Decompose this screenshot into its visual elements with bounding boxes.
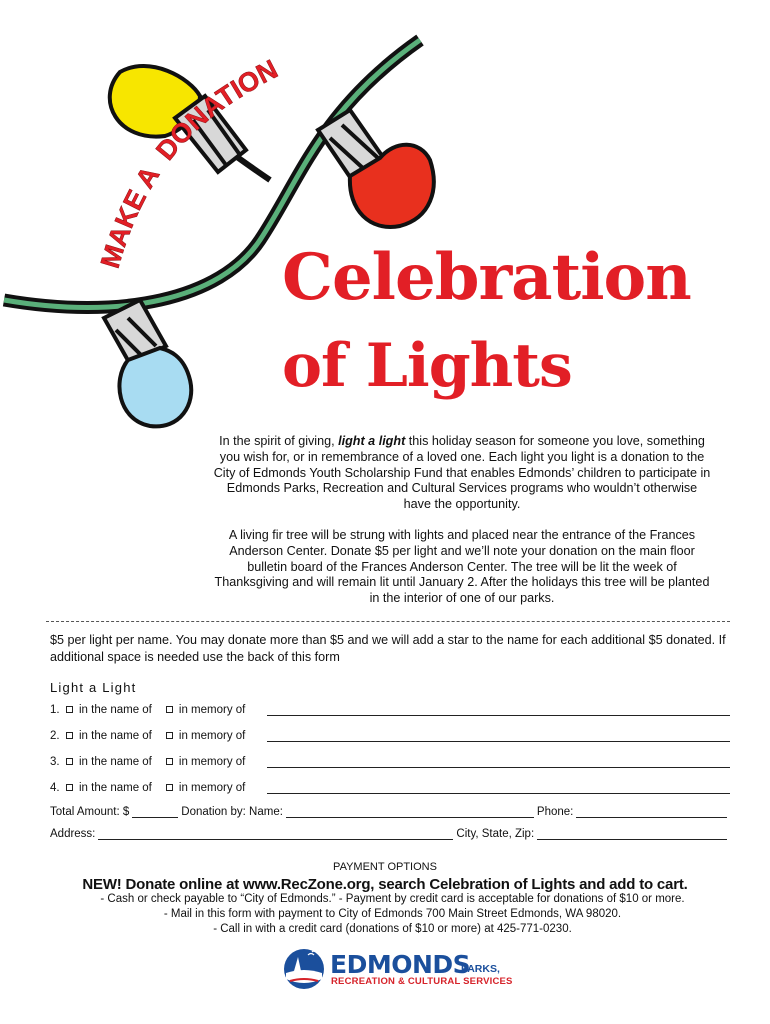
entry-name-line[interactable]: [267, 729, 730, 742]
payment-option-cash-check: - Cash or check payable to “City of Edmonds.” - Payment by credit card is acceptable for donations of $10 or more.: [100, 893, 685, 905]
in-the-name-of-checkbox[interactable]: [66, 784, 73, 791]
in-the-name-of-checkbox[interactable]: [66, 732, 73, 739]
intro-paragraph-1: In the spirit of giving, light a light this holiday season for someone you love, something you wish for, or in remembrance of a loved one. Each light you light is a donation to the City of Edmonds Youth Scholarship Fund that enables Edmonds’ children to participate in Edmonds Parks, Recreation and Cultural Services programs who wouldn’t otherwise have the opportunity.: [213, 434, 711, 512]
in-memory-of-checkbox[interactable]: [166, 706, 173, 713]
banner-donation-text: DONATION: [150, 53, 283, 166]
entry-row: 1. in the name of in memory of: [50, 700, 730, 716]
logo-parks-text: PARKS,: [461, 963, 500, 975]
entry-row: 4. in the name of in memory of: [50, 778, 730, 794]
donation-by-label: Donation by: Name:: [181, 806, 283, 818]
section-title-light-a-light: Light a Light: [50, 680, 137, 695]
entry-row: 3. in the name of in memory of: [50, 752, 730, 768]
address-label: Address:: [50, 828, 96, 840]
payment-options-heading: PAYMENT OPTIONS: [333, 861, 437, 873]
cut-line-divider: [46, 621, 730, 622]
entry-number: 3.: [50, 756, 60, 768]
title-line-1: Celebration: [282, 240, 691, 315]
in-memory-of-checkbox[interactable]: [166, 758, 173, 765]
entry-name-line[interactable]: [267, 755, 730, 768]
city-state-zip-label: City, State, Zip:: [456, 828, 535, 840]
entry-number: 4.: [50, 782, 60, 794]
red-bulb-icon: [318, 110, 434, 227]
entry-row: 2. in the name of in memory of: [50, 726, 730, 742]
payment-option-mail: - Mail in this form with payment to City of Edmonds 700 Main Street Edmonds, WA 98020.: [163, 908, 622, 920]
total-amount-label: Total Amount: $: [50, 806, 130, 818]
online-donation-notice: NEW! Donate online at www.RecZone.org, search Celebration of Lights and add to cart.: [82, 876, 688, 893]
address-field[interactable]: [98, 827, 453, 840]
entry-number: 2.: [50, 730, 60, 742]
pricing-note: $5 per light per name. You may donate more than $5 and we will add a star to the name for each additional $5 donated. If additional space is needed use the back of this form: [50, 633, 726, 664]
in-memory-of-checkbox[interactable]: [166, 784, 173, 791]
entry-name-line[interactable]: [267, 781, 730, 794]
banner-make-text: MAKE A: [94, 161, 165, 272]
logo-recreation-text: RECREATION & CULTURAL SERVICES: [331, 976, 513, 987]
phone-field[interactable]: [576, 805, 727, 818]
in-the-name-of-checkbox[interactable]: [66, 706, 73, 713]
payment-option-phone: - Call in with a credit card (donations of $10 or more) at 425-771-0230.: [213, 923, 572, 935]
blue-bulb-icon: [104, 300, 191, 426]
address-row: [50, 827, 730, 840]
donor-name-field[interactable]: [286, 805, 534, 818]
city-state-zip-field[interactable]: [537, 827, 727, 840]
entry-number: 1.: [50, 704, 60, 716]
entry-name-line[interactable]: [267, 703, 730, 716]
total-amount-field[interactable]: [132, 805, 178, 818]
title-line-2: of Lights: [282, 331, 572, 401]
in-the-name-of-checkbox[interactable]: [66, 758, 73, 765]
phone-label: Phone:: [536, 806, 574, 818]
light-a-light-emphasis: light a light: [338, 434, 406, 448]
in-memory-of-checkbox[interactable]: [166, 732, 173, 739]
intro-paragraph-2: A living fir tree will be strung with lights and placed near the entrance of the Frances Anderson Center. Donate $5 per light and we’ll note your donation on the main floor bulletin board of the Frances Anderson Center. The tree will be lit the week of Thanksgiving and will remain lit until January 2. After the holidays this tree will be planted in the interior of one of our parks.: [214, 528, 710, 606]
logo-edmonds-text: EDMONDS: [330, 950, 471, 979]
donor-row: [50, 805, 730, 818]
